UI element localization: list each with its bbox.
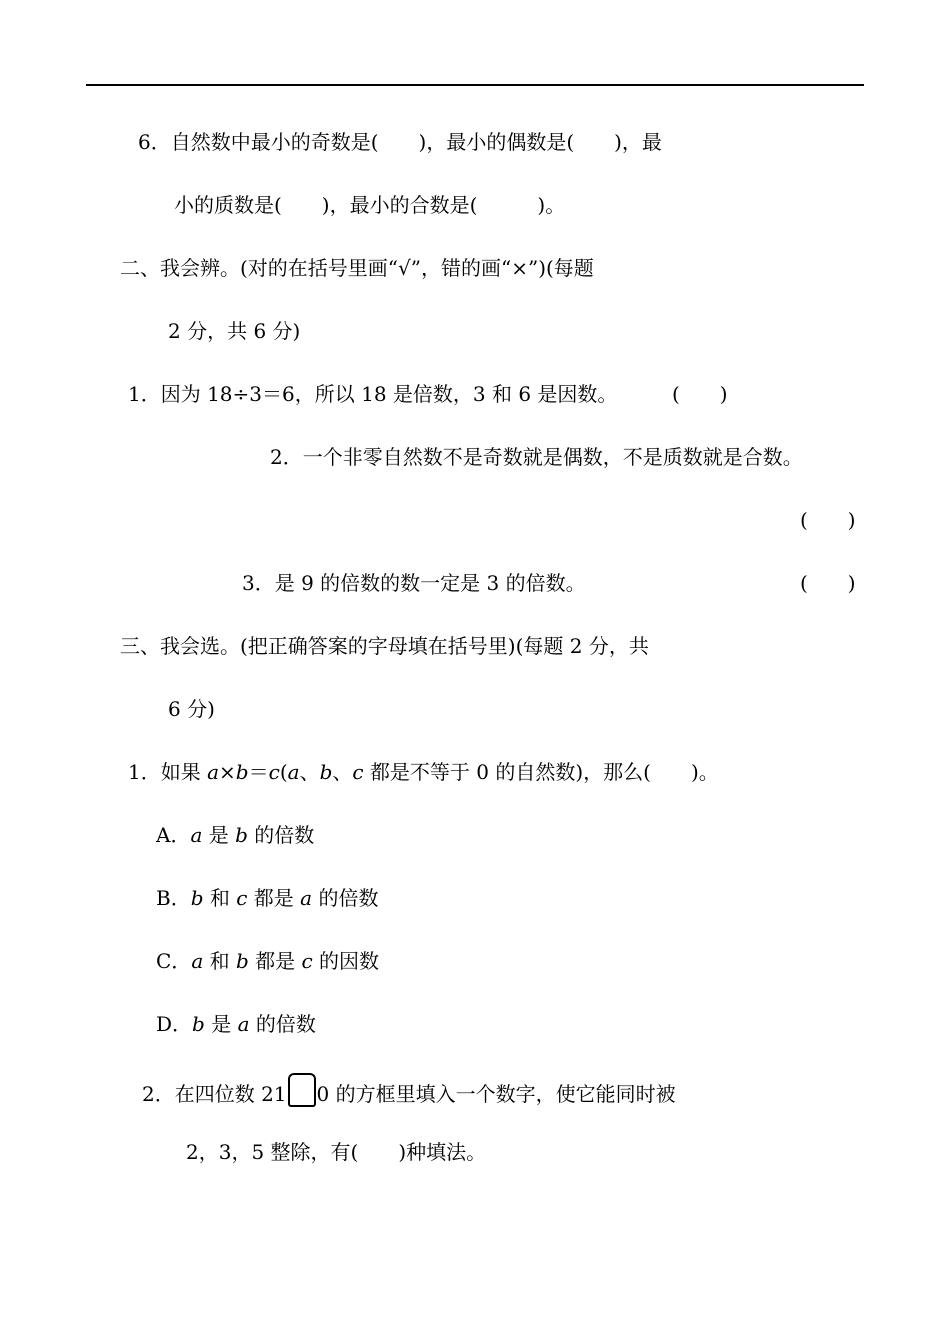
- option-var: c: [301, 949, 313, 973]
- paren-open: (: [279, 760, 288, 784]
- judge-q1-text: 1．因为 18÷3＝6，所以 18 是倍数，3 和 6 是因数。: [128, 382, 618, 406]
- option-text: 和: [203, 886, 237, 910]
- section3-header-line1: 三、我会选。(把正确答案的字母填在括号里)(每题 2 分，共: [120, 634, 649, 658]
- choice-q2-line1: [142, 1073, 676, 1108]
- var-a: a: [287, 760, 300, 784]
- section2-header-line2: 2 分，共 6 分): [168, 319, 301, 343]
- option-a: [156, 821, 314, 849]
- judge-q2-text: 2．一个非零自然数不是奇数就是偶数，不是质数就是合数。: [270, 445, 803, 469]
- option-var: c: [236, 886, 248, 910]
- option-text: 和: [203, 949, 236, 973]
- stem-prefix: 1．如果: [128, 760, 208, 784]
- option-var: b: [192, 1012, 205, 1036]
- separator: 、: [299, 760, 320, 784]
- option-text: 是: [202, 823, 236, 847]
- option-text: 都是: [248, 949, 302, 973]
- judge-q1-bracket: ( ): [672, 382, 728, 406]
- q2-suffix: 0 的方框里填入一个数字，使它能同时被: [316, 1082, 676, 1106]
- choice-q2-line2: 2，3，5 整除，有( )种填法。: [186, 1140, 487, 1164]
- q6-line2: 小的质数是( )，最小的合数是( )。: [174, 193, 566, 217]
- section3-header-line2: 6 分): [168, 697, 215, 721]
- var-b: b: [235, 760, 249, 784]
- equals-sign: ＝: [248, 760, 269, 784]
- option-d: [156, 1010, 316, 1038]
- digit-box: [288, 1073, 316, 1107]
- option-var: a: [300, 886, 313, 910]
- choice-q1-stem: [128, 758, 719, 786]
- judge-q2-bracket: ( ): [800, 508, 856, 532]
- option-text: 都是: [247, 886, 301, 910]
- var-b: b: [319, 760, 333, 784]
- option-text: 的因数: [312, 949, 380, 973]
- option-c: [156, 947, 379, 975]
- judge-q3-bracket: ( ): [800, 571, 856, 595]
- option-text: 的倍数: [312, 886, 379, 910]
- option-var: a: [191, 949, 204, 973]
- times-sign: ×: [219, 760, 236, 784]
- option-text: 是: [204, 1012, 238, 1036]
- option-label: C．: [156, 949, 192, 973]
- var-a: a: [207, 760, 220, 784]
- option-var: a: [190, 823, 203, 847]
- option-label: A．: [156, 823, 191, 847]
- option-var: a: [237, 1012, 250, 1036]
- option-var: b: [235, 949, 249, 973]
- judge-q3-text: 3．是 9 的倍数的数一定是 3 的倍数。: [242, 571, 586, 595]
- option-text: 的倍数: [247, 823, 315, 847]
- var-c: c: [352, 760, 364, 784]
- option-label: B．: [156, 886, 191, 910]
- header-rule: [86, 84, 864, 86]
- q2-prefix: 2．在四位数 21: [142, 1082, 287, 1106]
- var-c: c: [268, 760, 280, 784]
- option-text: 的倍数: [249, 1012, 316, 1036]
- option-var: b: [190, 886, 204, 910]
- option-label: D．: [156, 1012, 193, 1036]
- option-var: b: [235, 823, 248, 847]
- section2-header-line1: 二、我会辨。(对的在括号里画“√”，错的画“×”)(每题: [120, 256, 594, 280]
- stem-suffix: 都是不等于 0 的自然数)，那么( )。: [363, 760, 719, 784]
- separator: 、: [332, 760, 353, 784]
- q6-line1: 6．自然数中最小的奇数是( )，最小的偶数是( )，最: [138, 130, 662, 154]
- option-b: [156, 884, 378, 912]
